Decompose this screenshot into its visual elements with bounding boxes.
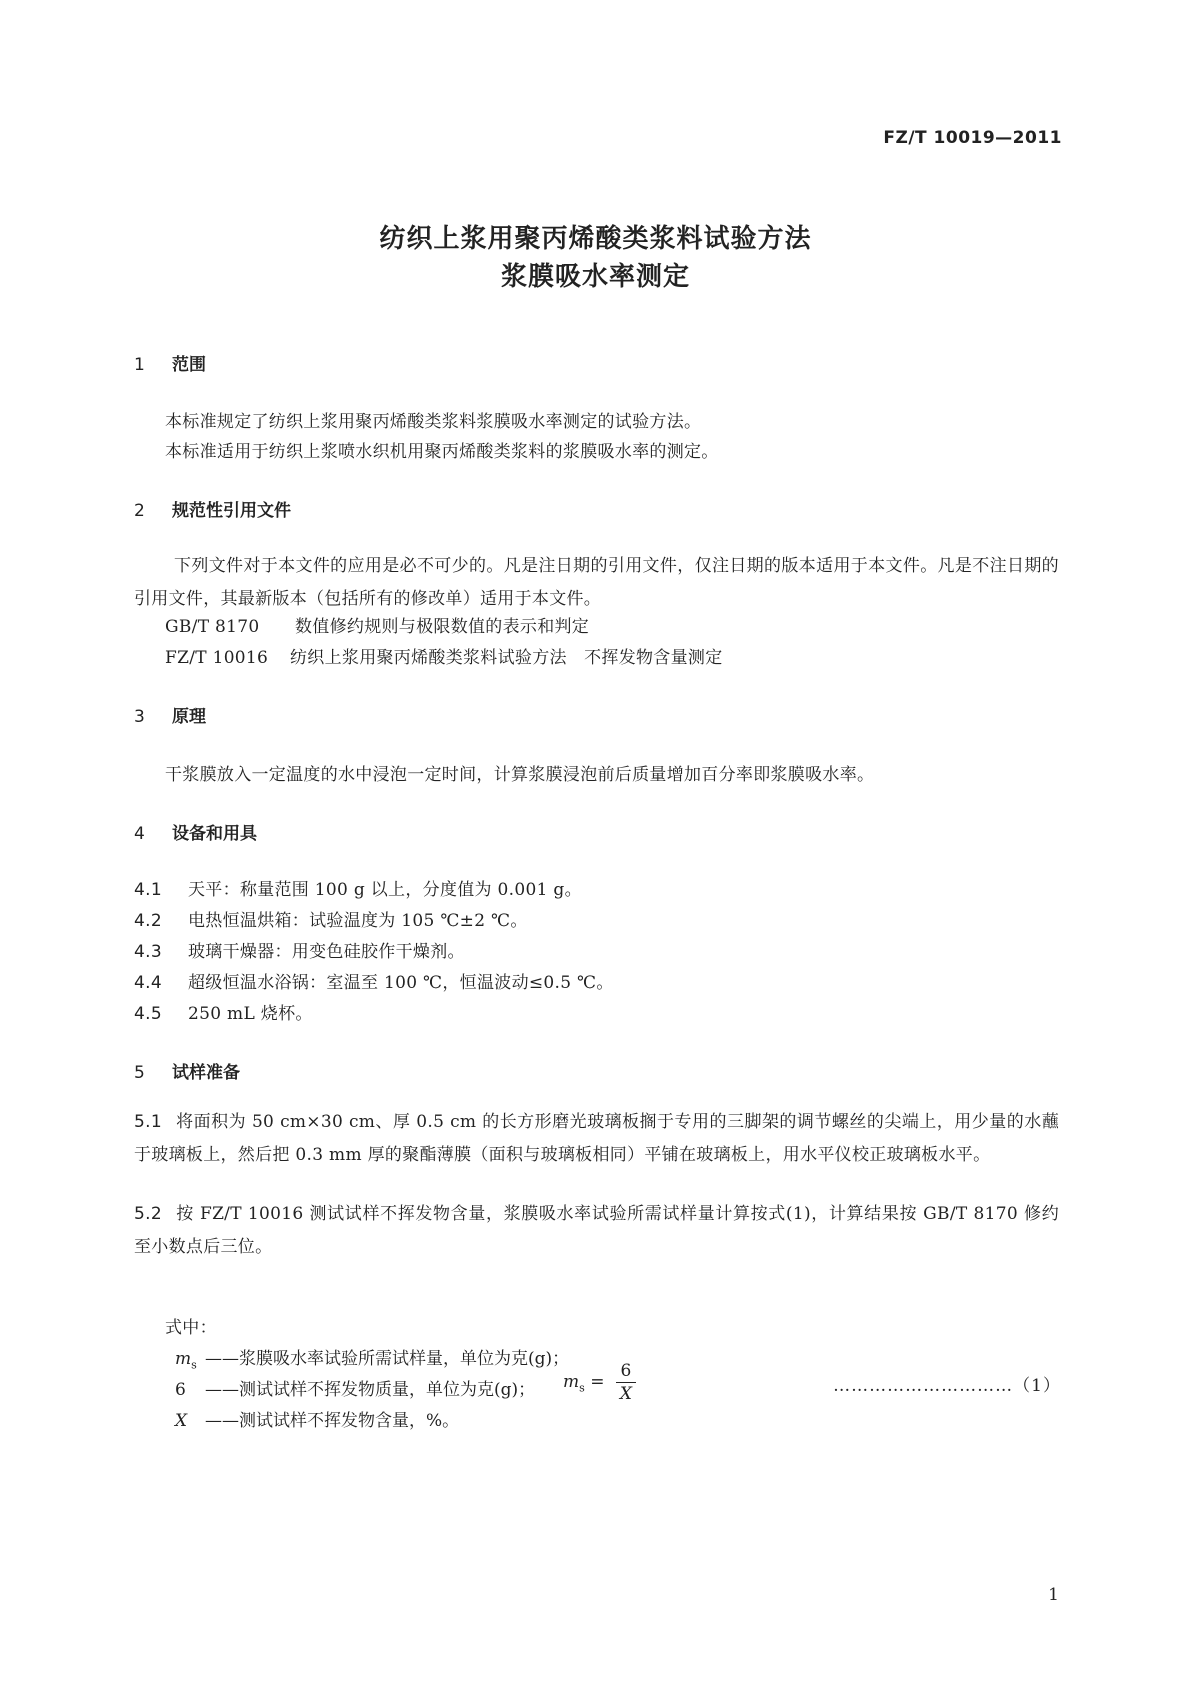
formula-lhs-subscript: s [579,1381,585,1395]
reference-code: FZ/T 10016 [165,648,269,668]
clause-5-1 [134,1106,1059,1172]
section-3-number: 3 [134,707,145,727]
section-5-heading [134,1058,240,1083]
reference-item [165,612,589,637]
clause-number: 5.1 [134,1112,162,1132]
section-3-heading [134,702,206,727]
page-number: 1 [1048,1585,1059,1605]
reference-title: 纺织上浆用聚丙烯酸类浆料试验方法 不挥发物含量测定 [290,648,723,668]
section-3-paragraph: 干浆膜放入一定温度的水中浸泡一定时间，计算浆膜浸泡前后质量增加百分率即浆膜吸水率。 [165,765,875,785]
variable-symbol: $m_s$ [175,1349,197,1372]
equipment-item [134,875,582,900]
section-2-heading [134,496,291,521]
item-text: 玻璃干燥器：用变色硅胶作干燥剂。 [188,942,465,962]
clause-number: 5.2 [134,1204,162,1224]
title-line-1: 纺织上浆用聚丙烯酸类浆料试验方法 [379,224,812,254]
reference-item [165,643,723,668]
formula-lhs: m [563,1372,580,1392]
variable-symbol: 6 [175,1380,186,1400]
section-4-heading [134,819,257,844]
variable-description: ——测试试样不挥发物含量，%。 [205,1411,460,1431]
document-code: FZ/T 10019—2011 [883,128,1062,148]
item-number: 4.4 [134,973,162,993]
formula-equals: = [590,1372,605,1392]
section-1-paragraph-2: 本标准适用于纺织上浆喷水织机用聚丙烯酸类浆料的浆膜吸水率的测定。 [165,442,719,462]
section-1-title: 范围 [172,355,206,375]
title-line-2: 浆膜吸水率测定 [500,262,690,292]
item-number: 4.2 [134,911,162,931]
reference-title: 数值修约规则与极限数值的表示和判定 [295,617,590,637]
formula-denominator: X [616,1382,636,1405]
section-1-heading [134,350,206,375]
variable-symbol: X [175,1411,188,1431]
item-text: 天平：称量范围 100 g 以上，分度值为 0.001 g。 [188,880,582,900]
equipment-item [134,968,614,993]
equipment-item [134,906,528,931]
section-4-title: 设备和用具 [172,824,257,844]
item-number: 4.3 [134,942,162,962]
section-2-paragraph: 下列文件对于本文件的应用是必不可少的。凡是注日期的引用文件，仅注日期的版本适用于本文件。凡是不注日期的引用文件，其最新版本（包括所有的修改单）适用于本文件。 [134,556,1059,609]
reference-code: GB/T 8170 [165,617,260,637]
clause-text: 将面积为 50 cm×30 cm、厚 0.5 cm 的长方形磨光玻璃板搁于专用的三脚架的调节螺丝的尖端上，用少量的水蘸于玻璃板上，然后把 0.3 mm 厚的聚酯薄膜（面积与玻璃板相同）平铺在玻璃板上，用水平仪校正玻璃板水平。 [134,1112,1059,1165]
item-number: 4.5 [134,1004,162,1024]
section-5-number: 5 [134,1063,145,1083]
formula-1 [563,1360,636,1405]
section-1-number: 1 [134,355,145,375]
section-3-title: 原理 [172,707,206,727]
formula-fraction [616,1360,636,1405]
variable-definition [175,1344,569,1371]
where-label: 式中： [165,1318,217,1338]
formula-numerator: 6 [620,1361,632,1381]
equipment-item [134,937,465,962]
section-4-number: 4 [134,824,145,844]
section-2-number: 2 [134,501,145,521]
variable-definition [175,1375,535,1400]
equation-number: …………………………（1） [833,1376,1061,1396]
equipment-item [134,999,313,1024]
section-5-title: 试样准备 [172,1063,240,1083]
section-2-title: 规范性引用文件 [172,501,291,521]
item-text: 250 mL 烧杯。 [188,1004,313,1024]
variable-description: ——浆膜吸水率试验所需试样量，单位为克(g)； [205,1349,570,1369]
variable-description: ——测试试样不挥发物质量，单位为克(g)； [205,1380,536,1400]
item-text: 电热恒温烘箱：试验温度为 105 ℃±2 ℃。 [188,911,528,931]
section-1-paragraph-1: 本标准规定了纺织上浆用聚丙烯酸类浆料浆膜吸水率测定的试验方法。 [165,412,702,432]
item-number: 4.1 [134,880,162,900]
item-text: 超级恒温水浴锅：室温至 100 ℃，恒温波动≤0.5 ℃。 [188,973,614,993]
clause-5-2 [134,1198,1059,1264]
variable-definition [175,1406,459,1431]
clause-text: 按 FZ/T 10016 测试试样不挥发物含量，浆膜吸水率试验所需试样量计算按式(1)，计算结果按 GB/T 8170 修约至小数点后三位。 [134,1204,1059,1257]
